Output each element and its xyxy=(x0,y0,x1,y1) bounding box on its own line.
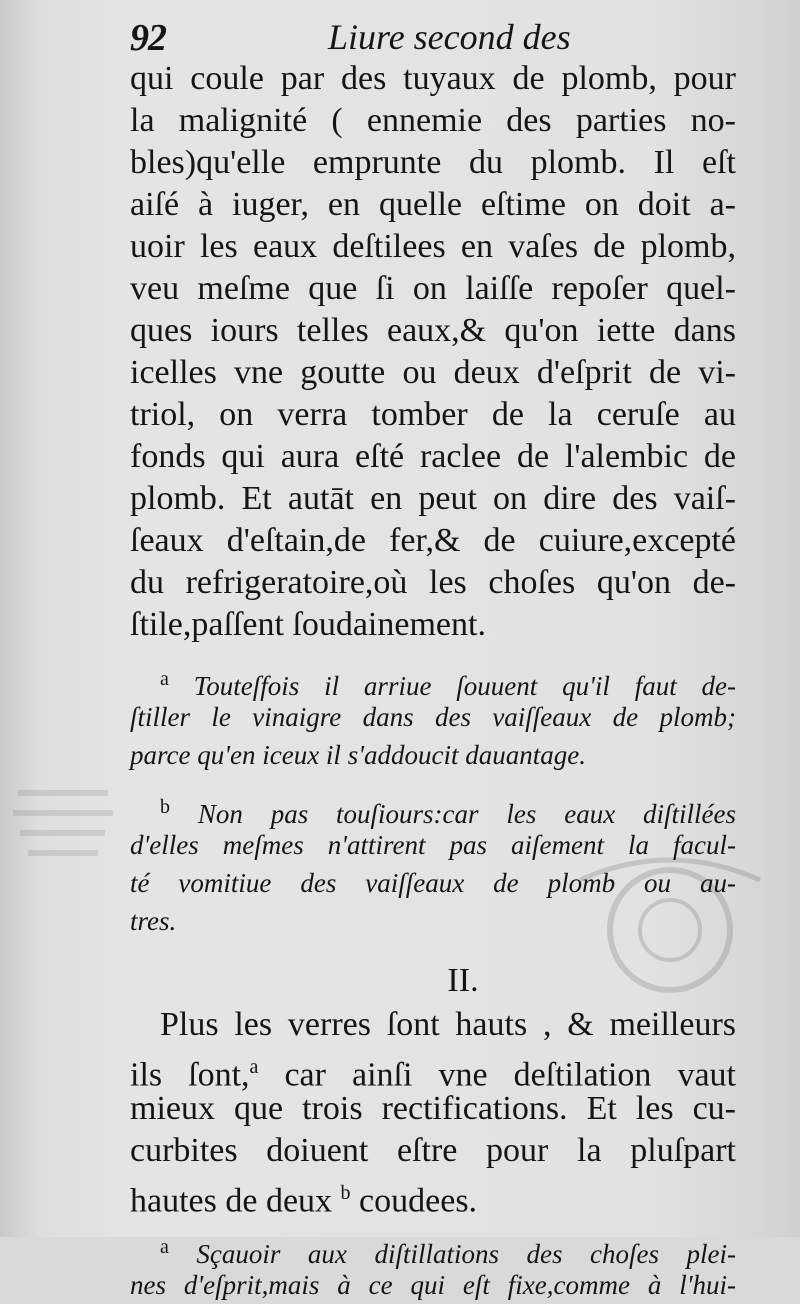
page-number: 92 xyxy=(130,17,166,59)
running-title: Liure second des xyxy=(328,17,571,57)
section-text: hautes de deux xyxy=(130,1182,341,1220)
section-line xyxy=(130,1172,736,1220)
section-line: Plus les verres ſont hauts , & meilleurs xyxy=(160,1006,736,1043)
annotation-text: Touteſfois il arriue ſouuent qu'il faut de- xyxy=(193,671,737,701)
body-line: ſtile,paſſent ſoudainement. xyxy=(130,606,486,643)
section-number: II. xyxy=(447,962,479,999)
note-marker: a xyxy=(160,1236,169,1258)
body-line: du refrigeratoire,où les choſes qu'on de- xyxy=(130,564,736,601)
body-line: la malignité ( ennemie des parties no- xyxy=(130,102,736,139)
bleed-through-marginalia xyxy=(8,780,128,920)
main-text xyxy=(130,58,736,1304)
note-marker: b xyxy=(160,796,170,818)
body-line: ques iours telles eaux,& qu'on iette dans xyxy=(130,312,736,349)
body-line: ſeaux d'eſtain,de fer,& de cuiure,excepté xyxy=(130,522,736,559)
body-line: fonds qui aura eſté raclee de l'alembic de xyxy=(130,438,736,475)
body-line: aiſé à iuger, en quelle eſtime on doit a- xyxy=(130,186,736,223)
body-line: qui coule par des tuyaux de plomb, pour xyxy=(130,60,736,97)
body-line: bles)qu'elle emprunte du plomb. Il eſt xyxy=(130,144,736,181)
section-line: curbites doiuent eſtre pour la pluſpart xyxy=(130,1132,736,1169)
section-line xyxy=(130,1046,736,1094)
body-line: icelles vne goutte ou deux d'eſprit de vi- xyxy=(130,354,736,391)
annotation-a-line xyxy=(130,660,737,701)
annotation-b-line: té vomitiue des vaiſſeaux de plomb ou au- xyxy=(130,868,736,898)
annotation-text: Non pas touſiours:car les eaux diſtillées xyxy=(197,799,736,829)
annotation-a-line: ſtiller le vinaigre dans des vaiſſeaux de plomb; xyxy=(130,702,736,732)
annotation-text: Sçauoir aux diſtillations des choſes plei- xyxy=(168,1239,736,1269)
annotation-b-line: tres. xyxy=(130,906,177,936)
page-header xyxy=(130,14,730,60)
note-marker: a xyxy=(249,1056,259,1078)
body-line: triol, on verra tomber de la ceruſe au xyxy=(130,396,736,433)
note-marker: a xyxy=(160,668,169,690)
body-line: uoir les eaux deſtilees en vaſes de plomb, xyxy=(130,228,736,265)
annotation-b-line: d'elles meſmes n'attirent pas aiſement la facul- xyxy=(130,830,736,860)
section-line: mieux que trois rectifications. Et les cu- xyxy=(130,1090,736,1127)
annotation-c-line xyxy=(130,1228,736,1269)
note-marker: b xyxy=(340,1182,351,1204)
section-text: ils ſont, xyxy=(130,1056,250,1094)
body-line: plomb. Et autāt en peut on dire des vaiſ- xyxy=(130,480,736,517)
annotation-a-line: parce qu'en iceux il s'addoucit dauantage. xyxy=(130,740,586,770)
annotation-c-line: nes d'eſprit,mais à ce qui eſt fixe,comme à l'hui- xyxy=(130,1270,736,1300)
annotation-b-line xyxy=(130,788,736,829)
body-line: veu meſme que ſi on laiſſe repoſer quel- xyxy=(130,270,736,307)
section-text: car ainſi vne deſtilation vaut xyxy=(258,1056,736,1094)
section-text: coudees. xyxy=(350,1182,478,1220)
